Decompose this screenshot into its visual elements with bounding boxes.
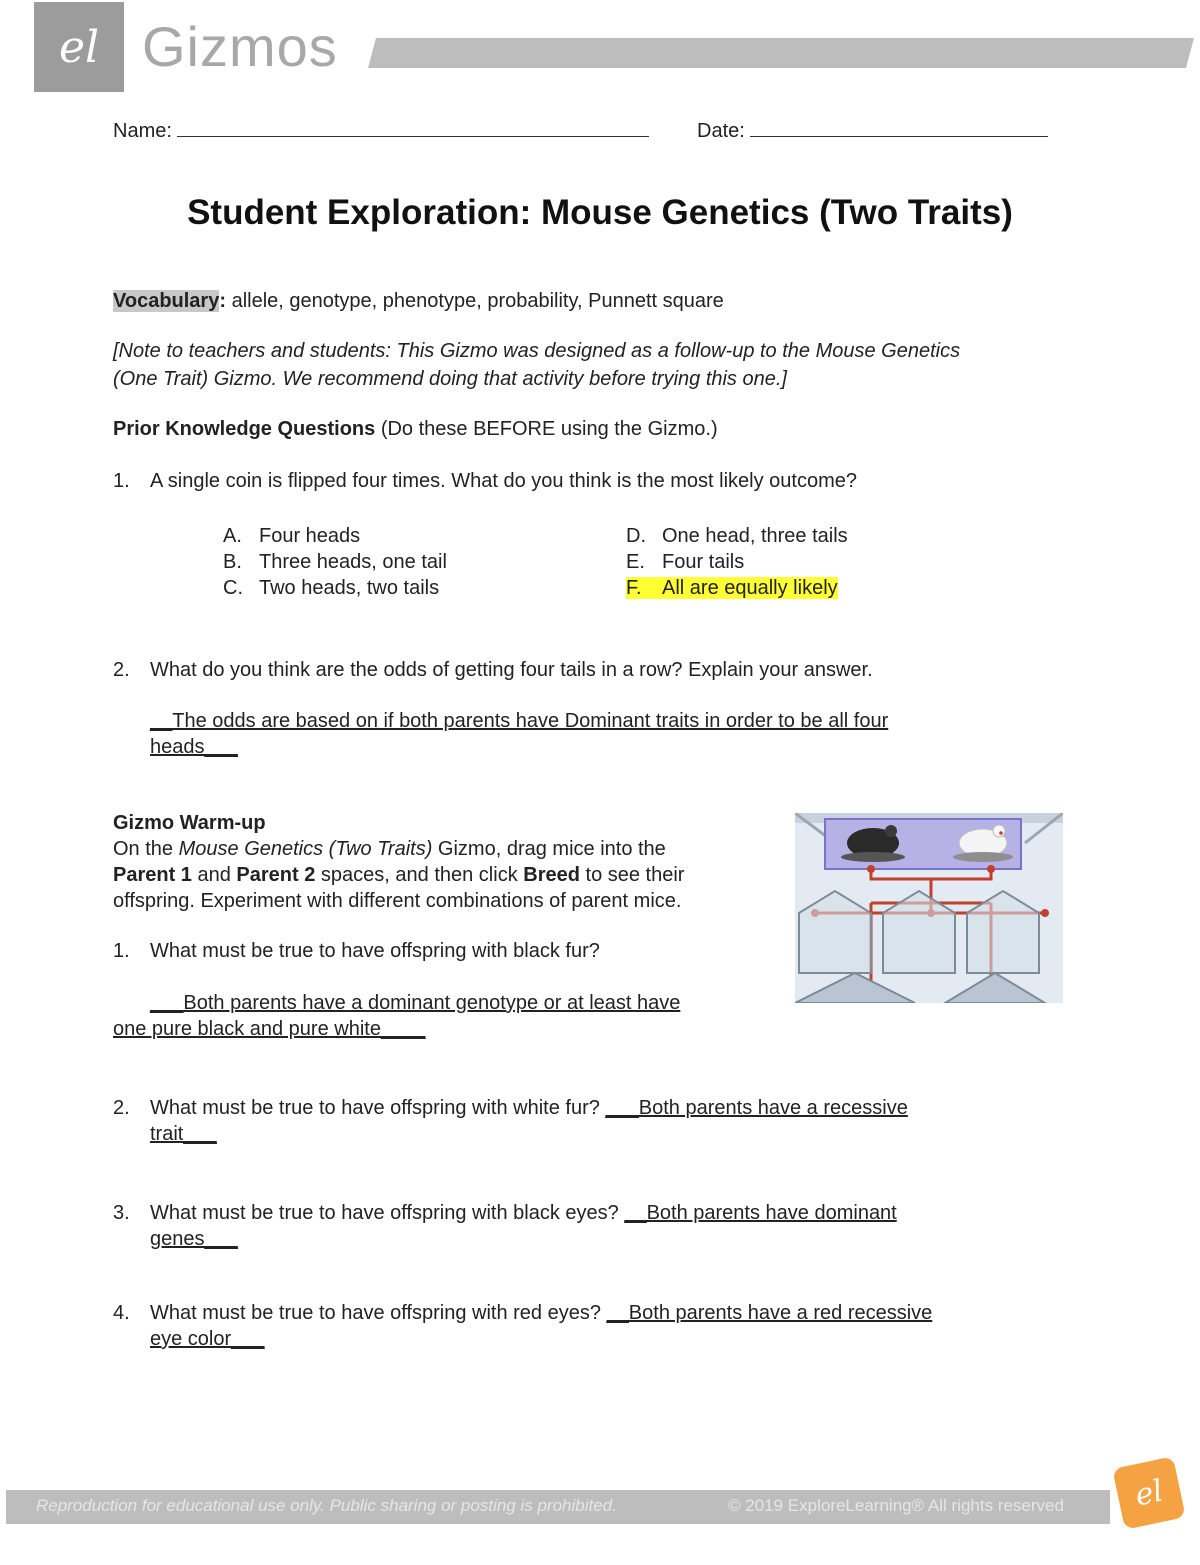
choice-letter: C. — [223, 577, 243, 599]
intro-text: spaces, and then click — [315, 864, 524, 886]
vocabulary-line — [113, 287, 724, 315]
prior-question-1 — [113, 467, 857, 495]
question-number: 1. — [113, 940, 130, 962]
name-field — [113, 118, 649, 143]
footer-disclaimer: Reproduction for educational use only. Public sharing or posting is prohibited. — [36, 1496, 617, 1515]
footer-copyright: © 2019 ExploreLearning® All rights reserved — [728, 1496, 1064, 1515]
choice-letter: B. — [223, 551, 242, 573]
answer-line-1: ___Both parents have a dominant genotype or at least have — [150, 992, 681, 1014]
choice-text: Two heads, two tails — [259, 577, 440, 599]
prior-heading-text: Prior Knowledge Questions — [113, 418, 376, 440]
answer-line-2[interactable]: trait___ — [150, 1123, 217, 1145]
gizmo-screenshot — [795, 813, 1063, 1003]
vocabulary-label: Vocabulary — [113, 290, 220, 312]
question-text: A single coin is flipped four times. What do you think is the most likely outcome? — [150, 470, 858, 492]
name-label: Name: — [113, 120, 172, 142]
question-text: What must be true to have offspring with white fur? — [150, 1097, 606, 1119]
logo-mark: el — [58, 21, 100, 73]
answer-line-2: one pure black and pure white____ — [113, 1018, 426, 1040]
question-text: What must be true to have offspring with black eyes? — [150, 1202, 625, 1224]
choice-d[interactable] — [626, 523, 848, 549]
question-text: What must be true to have offspring with red eyes? — [150, 1302, 607, 1324]
warmup-heading: Gizmo Warm-up — [113, 812, 266, 834]
warmup-question-4 — [113, 1300, 1053, 1352]
question-number: 2. — [113, 1097, 130, 1119]
warmup-question-2 — [113, 1095, 1013, 1147]
name-line[interactable] — [177, 118, 649, 137]
choice-a[interactable] — [223, 523, 447, 549]
warmup-question-1 — [113, 937, 600, 965]
note-line-1: [Note to teachers and students: This Gizmo was designed as a follow-up to the Mouse Genetics — [113, 340, 961, 362]
header-bar — [368, 38, 1194, 68]
vocabulary-terms: allele, genotype, phenotype, probability, Punnett square — [226, 290, 724, 312]
choice-text: Four tails — [662, 551, 745, 573]
intro-text: offspring. Experiment with different combinations of parent mice. — [113, 890, 682, 912]
question-text: What do you think are the odds of getting four tails in a row? Explain your answer. — [150, 659, 873, 681]
intro-text: On the — [113, 838, 179, 860]
prior-knowledge-heading — [113, 415, 718, 443]
gizmo-name: Mouse Genetics (Two Traits) — [178, 838, 433, 860]
page-title: Student Exploration: Mouse Genetics (Two Traits) — [187, 193, 1013, 232]
question-number: 4. — [113, 1302, 130, 1324]
answer-line-1[interactable]: __Both parents have dominant — [624, 1202, 897, 1224]
choice-e[interactable] — [626, 549, 848, 575]
choice-b[interactable] — [223, 549, 447, 575]
intro-text: and — [191, 864, 237, 886]
question-number: 1. — [113, 470, 130, 492]
answer-line-2: heads___ — [150, 736, 238, 758]
choice-f-selected[interactable] — [626, 575, 848, 601]
answer-line-1[interactable]: ___Both parents have a recessive — [605, 1097, 908, 1119]
choice-c[interactable] — [223, 575, 447, 601]
choices-right — [626, 523, 848, 601]
warmup-question-3 — [113, 1200, 1013, 1252]
intro-text: Gizmo, drag mice into the — [432, 838, 666, 860]
choice-text: One head, three tails — [662, 525, 848, 547]
question-number: 2. — [113, 659, 130, 681]
date-field — [697, 118, 1048, 143]
answer-line-1: __The odds are based on if both parents have Dominant traits in order to be all four — [150, 710, 889, 732]
mouse-breeding-illustration — [795, 813, 1063, 1003]
date-label: Date: — [697, 120, 745, 142]
choice-letter: A. — [223, 525, 242, 547]
warmup-answer-1[interactable] — [113, 990, 773, 1042]
prior-answer-2[interactable] — [150, 708, 1010, 760]
choice-letter: D. — [626, 525, 646, 547]
footer-logo-icon: el — [1112, 1456, 1186, 1530]
brand-name: Gizmos — [142, 15, 338, 78]
prior-question-2 — [113, 656, 873, 684]
choice-text: All are equally likely — [662, 577, 838, 599]
note-line-2: (One Trait) Gizmo. We recommend doing that activity before trying this one.] — [113, 368, 787, 390]
answer-line-2[interactable]: eye color___ — [150, 1328, 265, 1350]
question-text: What must be true to have offspring with black fur? — [150, 940, 600, 962]
explorelearning-logo — [34, 2, 124, 92]
vocabulary-colon: : — [219, 290, 227, 312]
choice-text: Three heads, one tail — [259, 551, 447, 573]
answer-line-1[interactable]: __Both parents have a red recessive — [606, 1302, 933, 1324]
choice-letter: F. — [626, 577, 642, 599]
question-number: 3. — [113, 1202, 130, 1224]
choices-left — [223, 523, 447, 601]
prior-heading-note: (Do these BEFORE using the Gizmo.) — [375, 418, 718, 440]
choice-letter: E. — [626, 551, 645, 573]
choice-text: Four heads — [259, 525, 361, 547]
breed-label: Breed — [523, 864, 580, 886]
warmup-intro — [113, 836, 773, 914]
answer-line-2[interactable]: genes___ — [150, 1228, 238, 1250]
intro-text: to see their — [579, 864, 685, 886]
date-line[interactable] — [750, 118, 1048, 137]
parent-2-label: Parent 2 — [236, 864, 316, 886]
parent-1-label: Parent 1 — [113, 864, 192, 886]
teacher-note — [113, 337, 960, 393]
